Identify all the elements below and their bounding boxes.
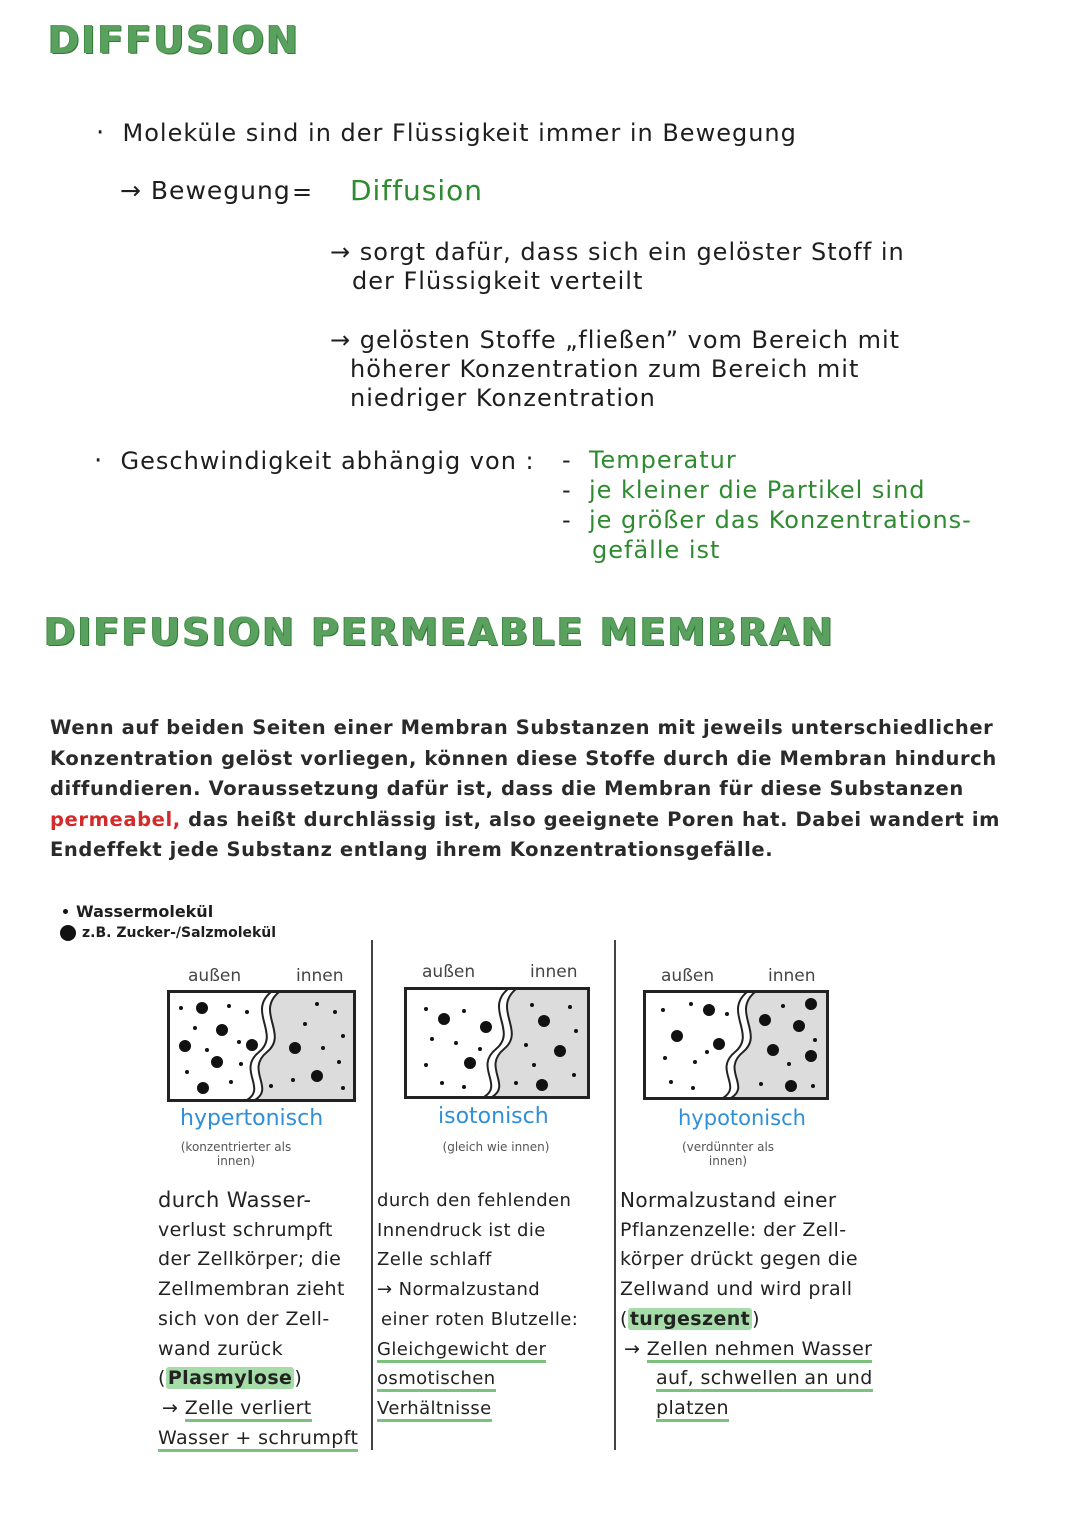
term-permeabel: permeabel, — [50, 807, 181, 831]
para-line: Konzentration gelöst vorliegen, können diese Stoffe durch die Membran hindurch — [50, 746, 997, 770]
label-outside: außen — [188, 966, 242, 986]
text-line: verlust schrumpft — [158, 1218, 333, 1241]
text-line: durch den fehlenden — [377, 1190, 572, 1211]
note-hypertonic — [176, 1140, 296, 1168]
text-isotonic — [377, 1186, 613, 1424]
text-line: Zellmembran zieht — [158, 1278, 345, 1301]
text: Bewegung — [150, 176, 291, 205]
text: sorgt dafür, dass sich ein gelöster Stoff in — [359, 238, 905, 266]
text-line: einer roten Blutzelle: — [381, 1308, 579, 1330]
column-divider — [614, 940, 616, 1450]
small-dot-icon — [63, 909, 68, 914]
para-line: Wenn auf beiden Seiten einer Membran Substanzen mit jeweils unterschiedlicher — [50, 716, 994, 739]
text-line: platzen — [656, 1397, 729, 1422]
text-line: Zelle schlaff — [377, 1249, 492, 1271]
large-dot-icon — [60, 925, 76, 941]
text-line: Innendruck ist die — [377, 1219, 546, 1241]
label-inside: innen — [296, 966, 344, 986]
text: Moleküle sind in der Flüssigkeit immer in Bewegung — [122, 119, 797, 147]
line-molecules — [96, 118, 797, 148]
term-hypotonic: hypotonisch — [678, 1106, 806, 1130]
text-line: wand zurück — [158, 1337, 284, 1360]
text-line: Pflanzenzelle: der Zell- — [620, 1218, 847, 1241]
equals-sign: = — [292, 178, 314, 206]
factor-gradient-cont: gefälle ist — [592, 536, 721, 564]
para-line: das heißt durchlässig ist, also geeignete Poren hat. Dabei wandert im — [188, 807, 1001, 831]
para-line: Endeffekt jede Substanz entlang ihrem Konzentrationsgefälle. — [50, 838, 774, 861]
text-line: Normalzustand einer — [620, 1188, 837, 1212]
label-outside: außen — [422, 962, 476, 982]
arrow-icon: → — [330, 238, 352, 266]
legend-water: Wassermolekül — [76, 901, 214, 921]
legend — [60, 900, 276, 944]
note-line: innen) — [216, 1154, 256, 1168]
term-turgescent: turgeszent — [629, 1307, 751, 1330]
text-line: auf, schwellen an und — [656, 1367, 873, 1392]
note-line: innen) — [708, 1154, 748, 1168]
text-line: Normalzustand — [398, 1279, 541, 1301]
text: niedriger Konzentration — [350, 384, 656, 412]
arrow-icon: → — [120, 176, 142, 205]
note-line: (konzentrierter als — [180, 1140, 292, 1154]
text-line: der Zellkörper; die — [158, 1248, 342, 1271]
legend-sugar: z.B. Zucker-/Salzmolekül — [82, 925, 277, 941]
text: der Flüssigkeit verteilt — [352, 267, 644, 295]
text-line: Zellwand und wird prall — [620, 1278, 853, 1301]
text: Geschwindigkeit abhängig von : — [120, 447, 535, 475]
point-distributes — [330, 238, 905, 296]
text-line: osmotischen Verhältnisse — [377, 1368, 496, 1422]
column-divider — [371, 940, 373, 1450]
text-line: Wasser + schrumpft — [158, 1427, 358, 1452]
text-line: Zellen nehmen Wasser — [647, 1338, 873, 1363]
text: höherer Konzentration zum Bereich mit — [350, 355, 860, 383]
arrow-icon: → — [330, 326, 352, 354]
term-diffusion: Diffusion — [350, 174, 484, 207]
term-hypertonic: hypertonisch — [180, 1106, 324, 1131]
bullet-dot: · — [96, 118, 106, 148]
section-title-membrane: DIFFUSION PERMEABLE MEMBRAN — [44, 610, 835, 654]
text-line: Gleichgewicht der — [377, 1339, 546, 1363]
label-inside: innen — [768, 966, 816, 986]
text-hypotonic: Normalzustand einer Pflanzenzelle: der Zell- körper drückt gegen die Zellwand und wird prall ( turgeszent ) → Zellen nehmen Wasser auf, schwellen an und platzen — [620, 1186, 920, 1424]
note-isotonic: (gleich wie innen) — [442, 1140, 550, 1154]
membrane-paragraph — [50, 713, 1040, 866]
term-plasmolysis: Plasmylose — [167, 1367, 293, 1390]
text: gelösten Stoffe „fließen” vom Bereich mit — [359, 326, 901, 354]
diagram-hypertonic — [167, 990, 356, 1102]
text-line: durch Wasser- — [158, 1188, 312, 1212]
text-line: sich von der Zell- — [158, 1307, 330, 1330]
arrow-icon: → — [377, 1279, 393, 1301]
section-title-diffusion: DIFFUSION — [48, 18, 301, 62]
text-hypertonic: durch Wasser- verlust schrumpft der Zellkörper; die Zellmembran zieht sich von der Zell- wand zurück ( Plasmylose ) → Zelle verliert Wasser + schrumpft — [158, 1186, 368, 1453]
diagram-hypotonic — [643, 990, 829, 1100]
label-outside: außen — [661, 966, 715, 986]
note-hypotonic — [668, 1140, 788, 1168]
bullet-dot: · — [94, 446, 104, 476]
label-inside: innen — [530, 962, 578, 982]
para-line: diffundieren. Voraussetzung dafür ist, dass die Membran für diese Substanzen — [50, 777, 964, 800]
note-line: (verdünnter als — [681, 1140, 775, 1154]
line-bewegung — [120, 176, 291, 205]
arrow-icon: → — [624, 1337, 641, 1360]
speed-label — [94, 446, 535, 476]
term-isotonic: isotonisch — [438, 1104, 549, 1129]
point-flow — [330, 326, 900, 413]
text-line: körper drückt gegen die — [620, 1248, 859, 1271]
factor-temperature: Temperatur — [588, 446, 737, 474]
speed-factors: - Temperatur - je kleiner die Partikel sind - je größer das Konzentrations- gefälle ist — [562, 446, 972, 564]
arrow-icon: → — [162, 1396, 179, 1419]
factor-gradient: je größer das Konzentrations- — [588, 506, 972, 534]
factor-particle-size: je kleiner die Partikel sind — [588, 476, 926, 504]
diagram-isotonic — [404, 987, 590, 1099]
text-line: Zelle verliert — [185, 1397, 312, 1422]
